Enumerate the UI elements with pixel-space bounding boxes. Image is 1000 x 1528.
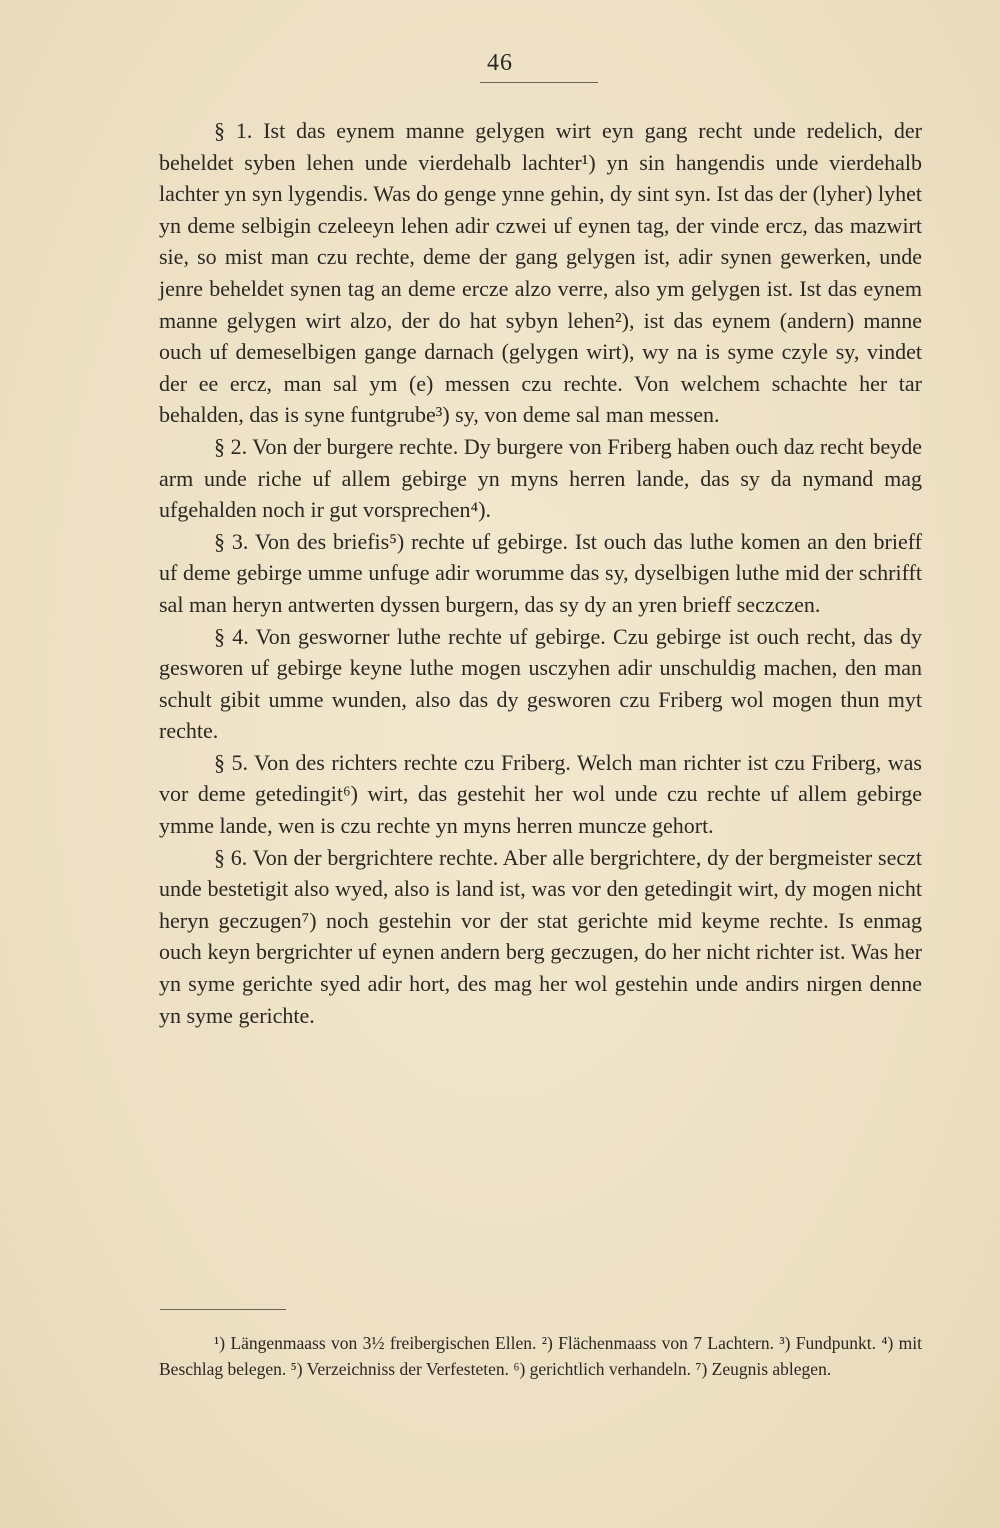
paragraph-5: § 5. Von des richters rechte czu Friberg. Welch man richter ist czu Friberg, was vor deme getedingit⁶) wirt, das gestehit her wol unde czu rechte uf allem gebirge ymme lande, wen is czu rechte yn myns herren muncze gehort. [159,749,922,839]
paragraph-1: § 1. Ist das eynem manne gelygen wirt eyn gang recht unde redelich, der beheldet syben lehen unde vierdehalb lachter¹) yn sin hangendis unde vierdehalb lachter yn syn lygendis. Was do genge ynne gehin, dy sint syn. Ist das der (lyher) lyhet yn deme selbigin czeleeyn lehen adir czwei uf eynen tag, der vinde ercz, das mazwirt sie, so mist man czu rechte, deme der gang gelygen ist, adir synen gewerken, unde jenre beheldet synen tag an deme ercze alzo verre, also ym gelygen ist. Ist das eynem manne gelygen wirt alzo, der do hat sybyn lehen²), ist das eynem (andern) manne ouch uf demeselbigen gange darnach (gelygen wirt), wy na is syme czyle sy, vindet der ee ercz, man sal ym (e) messen czu rechte. Von welchem schachte her tar behalden, das is syne funtgrube³) sy, von deme sal man messen. [159,118,922,428]
page-number-rule [480,82,598,83]
body-text [159,115,922,1031]
footnote-rule [160,1309,286,1310]
page-number: 46 [487,50,513,76]
paragraph-4: § 4. Von gesworner luthe rechte uf gebirge. Czu gebirge ist ouch recht, das dy gesworen uf gebirge keyne luthe mogen usczyhen adir unschuldig machen, den man schult gibit umme wunden, also das dy gesworen czu Friberg wol mogen thun myt rechte. [159,623,922,744]
paragraph-2: § 2. Von der burgere rechte. Dy burgere von Friberg haben ouch daz recht beyde arm unde riche uf allem gebirge yn myns herren lande, das sy da nymand mag ufgehalden noch ir gut vorsprechen⁴). [159,433,922,523]
paragraph-6: § 6. Von der bergrichtere rechte. Aber alle bergrichtere, dy der bergmeister seczt unde bestetigit also wyed, also is land ist, was vor den getedingit wirt, dy mogen nicht heryn geczugen⁷) noch gestehin vor der stat gerichte mid keyme rechte. Is enmag ouch keyn bergrichter uf eynen andern berg geczugen, do her nicht richter ist. Was her yn syme gerichte syed adir hort, des mag her wol gestehin unde andirs nirgen denne yn syme gerichte. [159,844,922,1028]
footnotes: ¹) Längenmaass von 3½ freibergischen Ellen. ²) Flächenmaass von 7 Lachtern. ³) Fundpunkt. ⁴) mit Beschlag belegen. ⁵) Verzeichniss der Verfesteten. ⁶) gerichtlich verhandeln. ⁷) Zeugnis ablegen. [159,1333,922,1379]
paragraph-3: § 3. Von des briefis⁵) rechte uf gebirge. Ist ouch das luthe komen an den brieff uf deme gebirge umme unfuge adir worumme das sy, dyselbigen luthe mid der schrifft sal man heryn antwerten dyssen burgern, das sy dy an yren brieff seczczen. [159,528,922,617]
